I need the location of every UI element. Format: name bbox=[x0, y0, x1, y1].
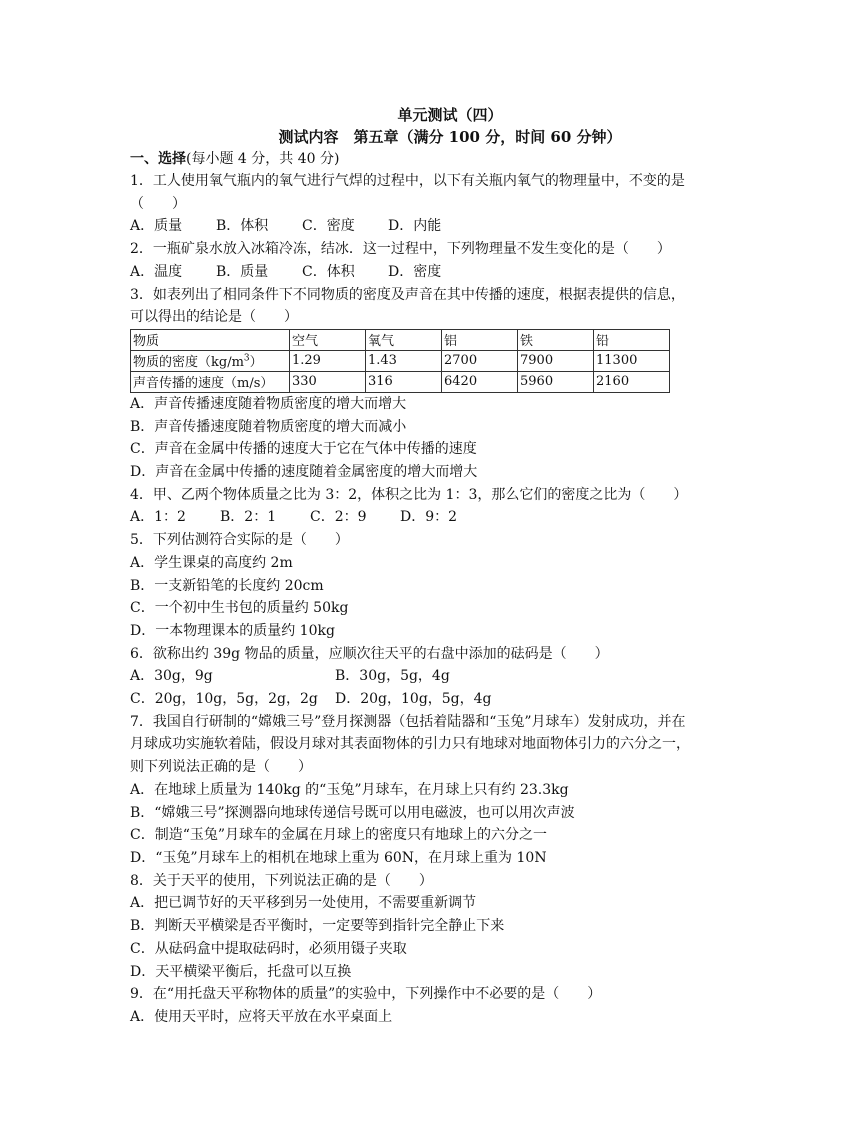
option-d[interactable]: D．9：2 bbox=[400, 509, 458, 526]
question-stem: 3．如表列出了相同条件下不同物质的密度及声音在其中传播的速度，根据表提供的信息， bbox=[130, 286, 685, 303]
option-a[interactable]: A．质量 bbox=[130, 218, 183, 235]
option-d[interactable]: D．“玉兔”月球车上的相机在地球上重为 60N，在月球上重为 10N bbox=[130, 849, 547, 866]
options-row bbox=[130, 665, 730, 688]
option-d[interactable]: D．一本物理课本的质量约 10kg bbox=[130, 622, 335, 639]
option-d[interactable]: D．内能 bbox=[388, 218, 442, 235]
option-d[interactable]: D．20g，10g，5g，4g bbox=[335, 691, 492, 708]
option-b[interactable]: B．一支新铅笔的长度约 20cm bbox=[130, 577, 324, 594]
table-cell: 316 bbox=[366, 371, 442, 392]
option-b[interactable]: B．体积 bbox=[216, 218, 269, 235]
question-stem: 5．下列估测符合实际的是（ ） bbox=[130, 532, 349, 549]
table-cell: 铁 bbox=[518, 329, 594, 350]
table-row bbox=[131, 371, 670, 392]
options-row bbox=[130, 261, 730, 284]
table-cell: 7900 bbox=[518, 350, 594, 371]
table-cell: 1.29 bbox=[290, 350, 366, 371]
option-a[interactable]: A．1：2 bbox=[130, 509, 186, 526]
table-row-label bbox=[131, 350, 290, 371]
option-d[interactable]: D．声音在金属中传播的速度随着金属密度的增大而增大 bbox=[130, 464, 478, 481]
option-c[interactable]: C．2：9 bbox=[310, 509, 367, 526]
table-header-row bbox=[131, 329, 670, 350]
section-note: (每小题 4 分，共 40 分) bbox=[186, 151, 340, 167]
question-1 bbox=[130, 170, 730, 238]
table-cell: 氧气 bbox=[366, 329, 442, 350]
option-b[interactable]: B．“嫦娥三号”探测器向地球传递信号既可以用电磁波，也可以用次声波 bbox=[130, 804, 575, 821]
section-heading bbox=[130, 148, 730, 170]
table-cell: 物质 bbox=[131, 329, 290, 350]
table-row bbox=[131, 350, 670, 371]
table-cell: 6420 bbox=[442, 371, 518, 392]
question-6 bbox=[130, 643, 730, 711]
option-c[interactable]: C．一个初中生书包的质量约 50kg bbox=[130, 600, 349, 617]
question-2 bbox=[130, 238, 730, 283]
options-row bbox=[130, 506, 730, 529]
question-stem-cont: 月球成功实施软着陆，假设月球对其表面物体的引力只有地球对地面物体引力的六分之一， bbox=[130, 736, 690, 753]
question-stem: 7．我国自行研制的“嫦娥三号”登月探测器（包括着陆器和“玉兔”月球车）发射成功，并在 bbox=[130, 713, 686, 730]
question-stem: 4．甲、乙两个物体质量之比为 3：2，体积之比为 1：3，那么它们的密度之比为（ ） bbox=[130, 486, 688, 503]
table-cell: 5960 bbox=[518, 371, 594, 392]
question-stem: 9．在“用托盘天平称物体的质量”的实验中，下列操作中不必要的是（ ） bbox=[130, 986, 602, 1003]
option-b[interactable]: B．质量 bbox=[216, 263, 269, 280]
question-7 bbox=[130, 711, 730, 870]
page-subtitle: 测试内容 第五章（满分 100 分，时间 60 分钟） bbox=[278, 128, 622, 146]
option-b[interactable]: B．30g，5g，4g bbox=[335, 668, 450, 685]
options-row bbox=[130, 215, 730, 238]
question-stem: 1．工人使用氧气瓶内的氧气进行气焊的过程中，以下有关瓶内氧气的物理量中，不变的是 bbox=[130, 173, 685, 189]
table-cell: 2160 bbox=[594, 371, 670, 392]
table-cell: 1.43 bbox=[366, 350, 442, 371]
option-b[interactable]: B．声音传播速度随着物质密度的增大而减小 bbox=[130, 418, 407, 435]
unit-exponent: 3 bbox=[243, 354, 250, 365]
question-stem: 6．欲称出约 39g 物品的质量，应顺次往天平的右盘中添加的砝码是（ ） bbox=[130, 645, 609, 662]
option-c[interactable]: C．制造“玉兔”月球车的金属在月球上的密度只有地球上的六分之一 bbox=[130, 827, 548, 844]
option-c[interactable]: C．体积 bbox=[302, 263, 355, 280]
table-cell: 11300 bbox=[594, 350, 670, 371]
question-stem-cont: 可以得出的结论是（ ） bbox=[130, 309, 298, 326]
question-stem-cont: （ ） bbox=[130, 195, 186, 212]
table-cell: 铅 bbox=[594, 329, 670, 350]
option-c[interactable]: C．声音在金属中传播的速度大于它在气体中传播的速度 bbox=[130, 441, 477, 458]
question-stem-cont: 则下列说法正确的是（ ） bbox=[130, 759, 312, 776]
options-row bbox=[130, 688, 730, 711]
table-cell: 2700 bbox=[442, 350, 518, 371]
table-cell: 空气 bbox=[290, 329, 366, 350]
question-3 bbox=[130, 284, 730, 484]
table-row-label: 声音传播的速度（m/s） bbox=[131, 371, 290, 392]
page-title: 单元测试（四） bbox=[397, 106, 503, 124]
option-c[interactable]: C．20g，10g，5g，2g，2g bbox=[130, 691, 318, 708]
option-c[interactable]: C．从砝码盒中提取砝码时，必须用镊子夹取 bbox=[130, 940, 407, 957]
table-cell: 铝 bbox=[442, 329, 518, 350]
question-stem: 2．一瓶矿泉水放入冰箱冷冻，结冰．这一过程中，下列物理量不发生变化的是（ ） bbox=[130, 241, 671, 258]
option-a[interactable]: A．温度 bbox=[130, 263, 183, 280]
table-cell: 330 bbox=[290, 371, 366, 392]
option-a[interactable]: A．30g，9g bbox=[130, 668, 213, 685]
option-b[interactable]: B．判断天平横梁是否平衡时，一定要等到指针完全静止下来 bbox=[130, 918, 505, 935]
option-d[interactable]: D．密度 bbox=[388, 263, 442, 280]
question-8 bbox=[130, 870, 730, 984]
exam-page bbox=[130, 104, 730, 1029]
option-a[interactable]: A．声音传播速度随着物质密度的增大而增大 bbox=[130, 395, 407, 412]
question-5 bbox=[130, 529, 730, 643]
option-a[interactable]: A．把已调节好的天平移到另一处使用，不需要重新调节 bbox=[130, 895, 477, 912]
option-d[interactable]: D．天平横梁平衡后，托盘可以互换 bbox=[130, 963, 352, 980]
data-table bbox=[130, 329, 670, 393]
option-b[interactable]: B．2：1 bbox=[220, 509, 277, 526]
option-a[interactable]: A．学生课桌的高度约 2m bbox=[130, 554, 293, 571]
option-a[interactable]: A．在地球上质量为 140kg 的“玉兔”月球车，在月球上只有约 23.3kg bbox=[130, 781, 569, 798]
section-label: 一、选择 bbox=[130, 151, 186, 167]
question-4 bbox=[130, 484, 730, 529]
option-c[interactable]: C．密度 bbox=[302, 218, 355, 235]
question-stem: 8．关于天平的使用，下列说法正确的是（ ） bbox=[130, 872, 433, 889]
density-label-close: ） bbox=[249, 355, 263, 371]
density-label: 物质的密度（kg/m bbox=[133, 355, 244, 371]
option-a[interactable]: A．使用天平时，应将天平放在水平桌面上 bbox=[130, 1008, 393, 1025]
question-9 bbox=[130, 983, 730, 1028]
